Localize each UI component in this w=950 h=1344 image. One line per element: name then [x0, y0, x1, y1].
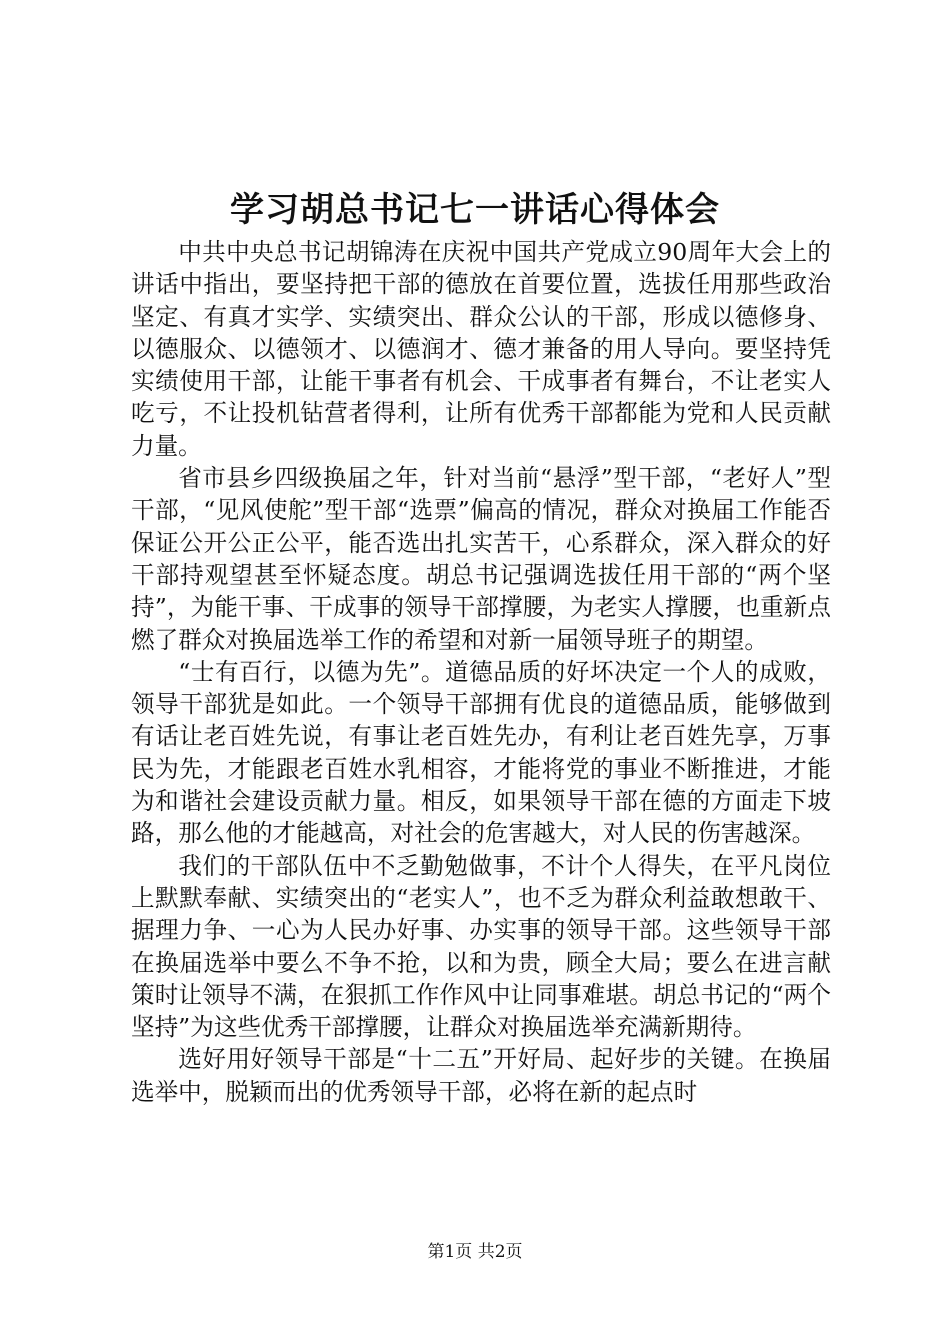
- paragraph-2: 省市县乡四级换届之年，针对当前“悬浮”型干部，“老好人”型干部，“见风使舵”型干部“选票”偏高的情况，群众对换届工作能否保证公开公正公平，能否选出扎实苦干，心系群众，深入群众的好干部持观望甚至怀疑态度。胡总书记强调选拔任用干部的“两个坚持”，为能干事、干成事的领导干部撑腰，为老实人撑腰，也重新点燃了群众对换届选举工作的希望和对新一届领导班子的期望。: [131, 464, 831, 654]
- paragraph-4: 我们的干部队伍中不乏勤勉做事，不计个人得失，在平凡岗位上默默奉献、实绩突出的“老实人”，也不乏为群众利益敢想敢干、据理力争、一心为人民办好事、办实事的领导干部。这些领导干部在换届选举中要么不争不抢，以和为贵，顾全大局；要么在进言献策时让领导不满，在狠抓工作作风中让同事难堪。胡总书记的“两个坚持”为这些优秀干部撑腰，让群众对换届选举充满新期待。: [131, 851, 831, 1042]
- paragraph-3: “士有百行，以德为先”。道德品质的好坏决定一个人的成败，领导干部犹是如此。一个领导干部拥有优良的道德品质，能够做到有话让老百姓先说，有事让老百姓先办，有利让老百姓先享，万事民为先，才能跟老百姓水乳相容，才能将党的事业不断推进，才能为和谐社会建设贡献力量。相反，如果领导干部在德的方面走下坡路，那么他的才能越高，对社会的危害越大，对人民的伤害越深。: [131, 657, 831, 848]
- paragraph-1: 中共中央总书记胡锦涛在庆祝中国共产党成立90周年大会上的讲话中指出，要坚持把干部的德放在首要位置，选拔任用那些政治坚定、有真才实学、实绩突出、群众公认的干部，形成以德修身、以德服众、以德领才、以德润才、德才兼备的用人导向。要坚持凭实绩使用干部，让能干事者有机会、干成事者有舞台，不让老实人吃亏，不让投机钻营者得利，让所有优秀干部都能为党和人民贡献力量。: [131, 238, 831, 460]
- document-title: 学习胡总书记七一讲话心得体会: [230, 190, 720, 230]
- document-body: [131, 236, 831, 1108]
- page-number-footer: 第1页 共2页: [427, 1242, 523, 1262]
- paragraph-5: 选好用好领导干部是“十二五”开好局、起好步的关键。在换届选举中，脱颖而出的优秀领导干部，必将在新的起点时: [131, 1045, 831, 1106]
